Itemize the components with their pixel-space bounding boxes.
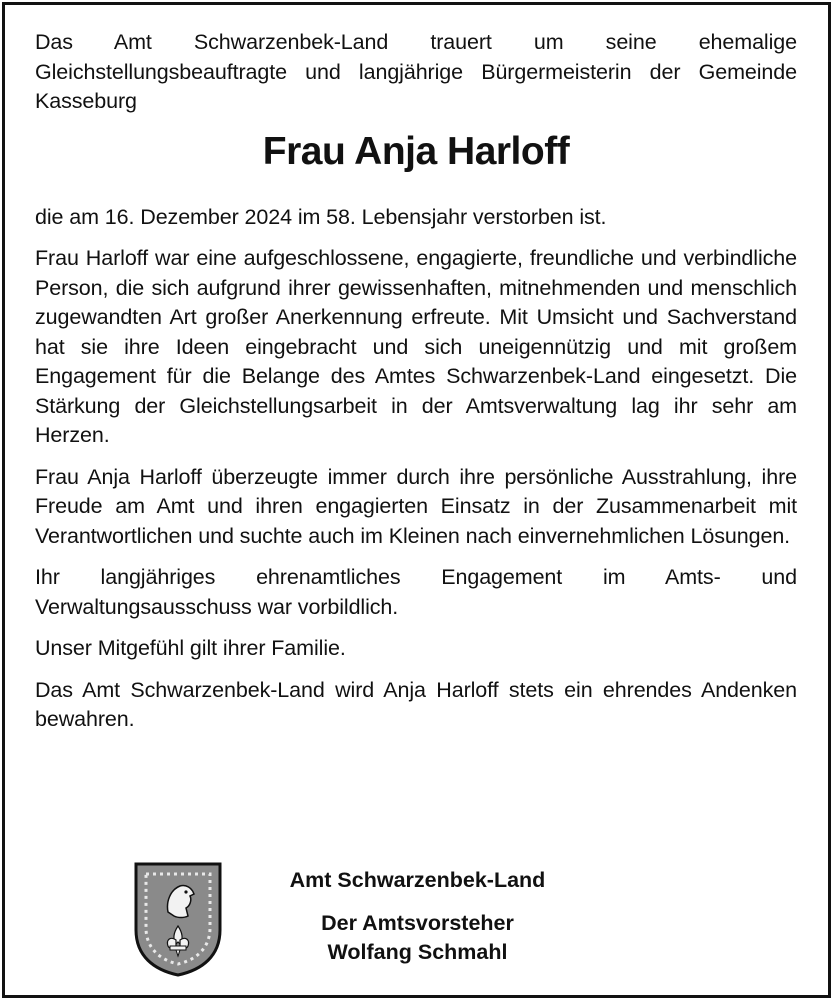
paragraph-death-date: die am 16. Dezember 2024 im 58. Lebensjahr verstorben ist.	[35, 204, 607, 229]
paragraph-tribute: Frau Harloff war eine aufgeschlossene, engagierte, freundliche und verbindliche Person, die sich aufgrund ihrer gewissenhaften, mitnehmenden und menschlich zugewandten Art großer Anerkennung erfreute. Mit Umsicht und Sachverstand hat sie ihre Ideen eingebracht und sich uneigennützig und mit großem Engagement für die Belange des Amtes Schwarzenbek-Land eingesetzt. Die Stärkung der Gleichstellungsarbeit in der Amtsverwaltung lag ihr sehr am Herzen.	[35, 246, 797, 447]
paragraph-condolence: Unser Mitgefühl gilt ihrer Familie.	[35, 636, 346, 660]
coat-of-arms-icon	[132, 860, 224, 978]
paragraph-character: Frau Anja Harloff überzeugte immer durch ihre persönliche Ausstrahlung, ihre Freude am Amt und ihren engagierten Einsatz in der Zusammenarbeit mit Verantwortlichen und suchte auch im Kleinen nach einvernehmlichen Lösungen.	[35, 464, 797, 548]
notice-content	[35, 28, 797, 735]
deceased-name: Frau Anja Harloff	[262, 129, 570, 173]
paragraph-remembrance: Das Amt Schwarzenbek-Land wird Anja Harloff stets ein ehrendes Andenken bewahren.	[35, 677, 797, 731]
signature-text	[240, 866, 595, 967]
paragraph-engagement: Ihr langjähriges ehrenamtliches Engagement im Amts- und Verwaltungsausschuss war vorbildlich.	[35, 565, 797, 619]
signature-organization: Amt Schwarzenbek-Land	[289, 868, 546, 892]
signature-block	[0, 858, 833, 978]
signature-role: Der Amtsvorsteher	[321, 911, 514, 935]
signature-person: Wolfang Schmahl	[327, 940, 508, 964]
intro-text: Das Amt Schwarzenbek-Land trauert um seine ehemalige Gleichstellungsbeauftragte und langjährige Bürgermeisterin der Gemeinde Kasseburg	[35, 30, 797, 113]
